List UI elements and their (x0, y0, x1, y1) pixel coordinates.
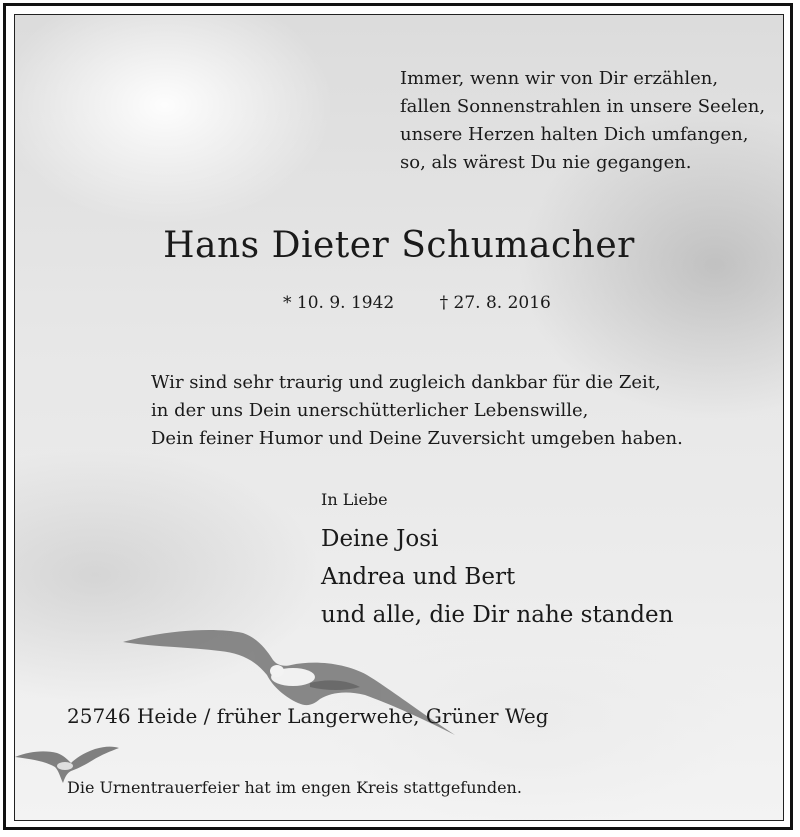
poem-line: fallen Sonnenstrahlen in unsere Seelen, (400, 96, 766, 117)
poem-line: unsere Herzen halten Dich umfangen, (400, 124, 749, 145)
message-line: Dein feiner Humor und Deine Zuversicht umgeben haben. (151, 428, 683, 449)
funeral-note: Die Urnentrauerfeier hat im engen Kreis stattgefunden. (67, 778, 522, 797)
family-address: 25746 Heide / früher Langerwehe, Grüner Weg (67, 704, 549, 728)
obituary-card (14, 14, 784, 821)
mourner-name: und alle, die Dir nahe standen (321, 602, 674, 628)
poem-line: so, als wärest Du nie gegangen. (400, 152, 692, 173)
mourning-message (151, 369, 683, 453)
deceased-name: Hans Dieter Schumacher (163, 225, 635, 266)
mourners-list (321, 520, 673, 634)
poem-verse (400, 65, 765, 177)
mourner-name: Andrea und Bert (321, 564, 516, 590)
message-line: Wir sind sehr traurig und zugleich dankbar für die Zeit, (151, 372, 661, 393)
in-love-label: In Liebe (321, 490, 388, 509)
life-dates (283, 293, 551, 313)
birth-date: * 10. 9. 1942 (283, 293, 395, 313)
mourner-name: Deine Josi (321, 526, 439, 552)
message-line: in der uns Dein unerschütterlicher Lebenswille, (151, 400, 589, 421)
obituary-frame (3, 3, 793, 830)
poem-line: Immer, wenn wir von Dir erzählen, (400, 68, 719, 89)
death-date: † 27. 8. 2016 (439, 293, 551, 313)
